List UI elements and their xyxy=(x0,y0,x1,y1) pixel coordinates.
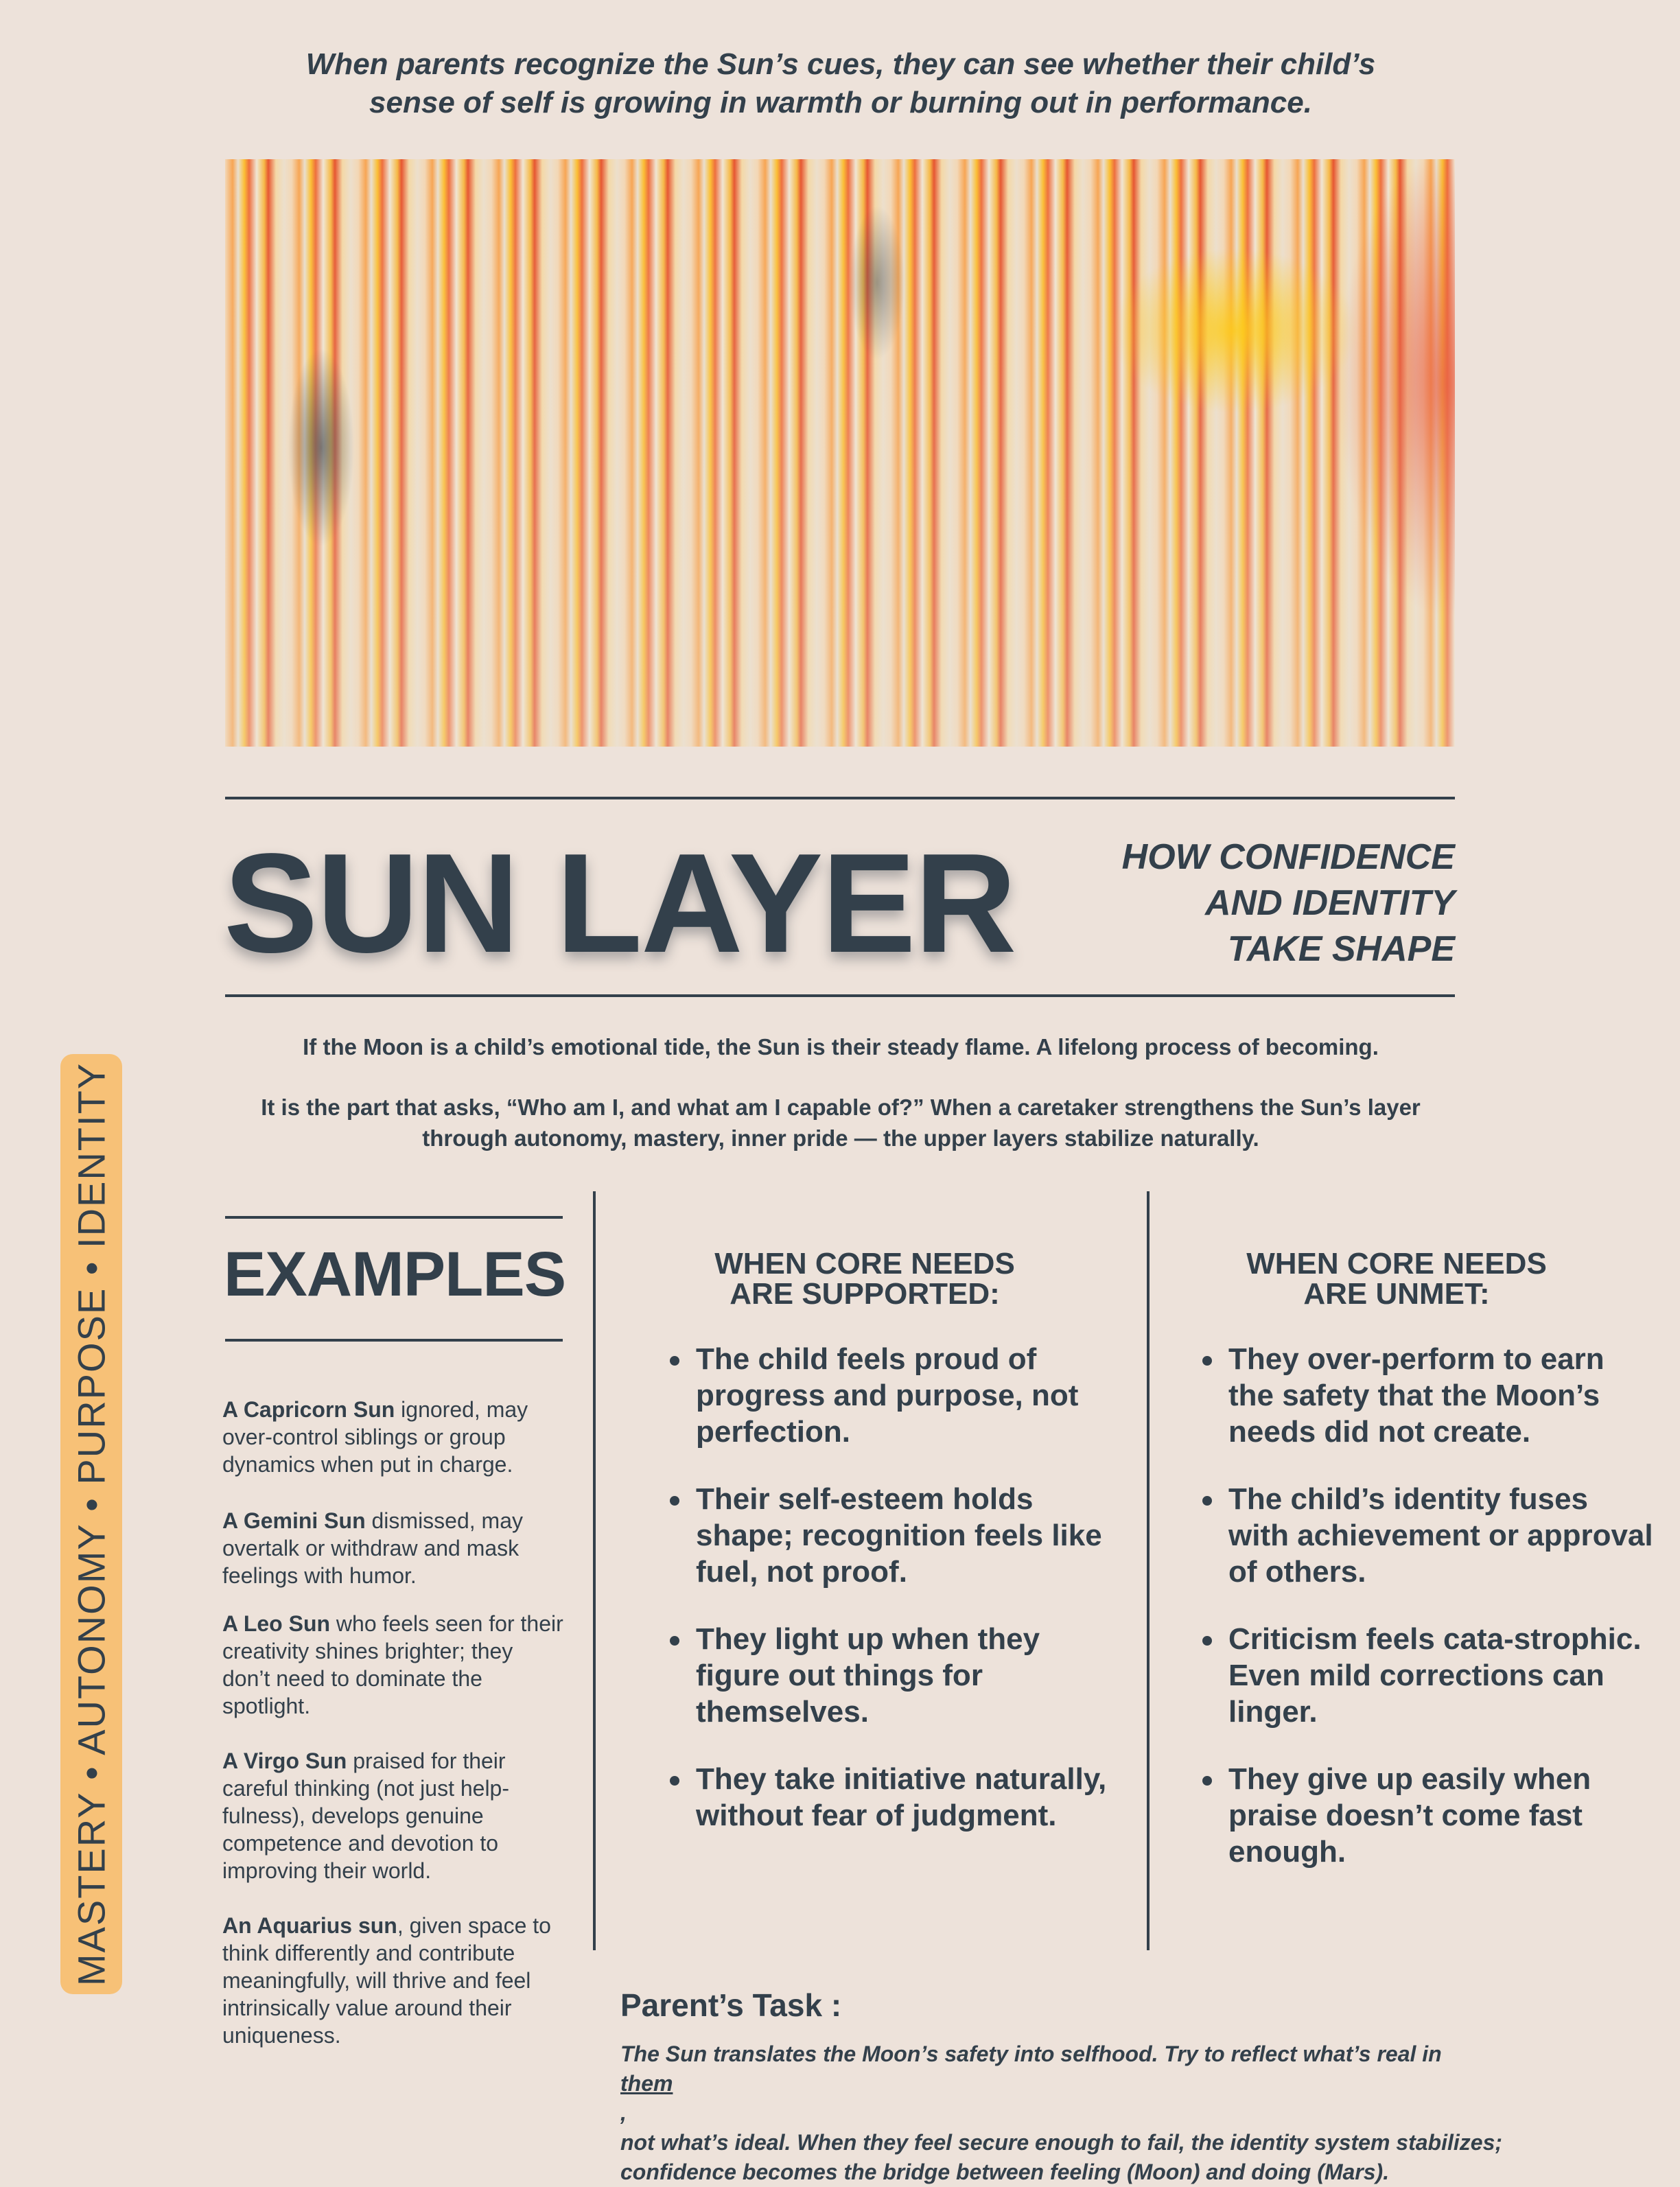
example-text: ignored, may over-control siblings or group dynamics when put in charge. xyxy=(222,1397,528,1477)
supported-item: Their self-esteem holds shape; recognition feels like fuel, not proof. xyxy=(670,1481,1109,1590)
unmet-item: The child’s identity fuses with achievement or approval of others. xyxy=(1202,1481,1655,1590)
example-text: who feels seen for their creativity shines brighter; they don’t need to dominate the spotlight. xyxy=(222,1611,563,1718)
side-label-text: MASTERY • AUTONOMY • PURPOSE • IDENTITY xyxy=(69,1062,113,1987)
unmet-item: They give up easily when praise doesn’t come fast enough. xyxy=(1202,1761,1655,1870)
intro-paragraph-1: If the Moon is a child’s emotional tide, the Sun is their steady flame. A lifelong process of becoming. xyxy=(303,1034,1379,1060)
intro-paragraph-2-line-1: It is the part that asks, “Who am I, and what am I capable of?” When a caretaker strengthens the Sun’s layer xyxy=(261,1095,1421,1120)
hero-abstract-painting xyxy=(225,159,1455,747)
emphasis-them: them xyxy=(620,2071,673,2096)
column-divider-right xyxy=(1147,1191,1150,1950)
unmet-heading-line-1: WHEN CORE NEEDS xyxy=(1246,1247,1547,1280)
supported-heading-line-1: WHEN CORE NEEDS xyxy=(714,1247,1015,1280)
examples-heading: EXAMPLES xyxy=(224,1239,566,1309)
example-sign: A Gemini Sun xyxy=(222,1508,366,1533)
examples-bottom-rule xyxy=(225,1339,563,1342)
supported-heading-line-2: ARE SUPPORTED: xyxy=(730,1277,1000,1311)
parents-task-heading: Parent’s Task : xyxy=(620,1987,842,2023)
example-text: dismissed, may overtalk or withdraw and mask feelings with humor. xyxy=(222,1508,523,1588)
title-top-rule xyxy=(225,797,1455,799)
tagline-line-1: When parents recognize the Sun’s cues, they can see whether their child’s xyxy=(305,47,1376,81)
subtitle-line-1: HOW CONFIDENCE xyxy=(1121,837,1455,877)
subtitle-line-2: AND IDENTITY xyxy=(1205,883,1455,923)
example-text: praised for their careful thinking (not just help-fulness), develops genuine competence and devotion to improving their world. xyxy=(222,1749,509,1883)
example-item xyxy=(222,1396,565,1478)
parents-task-line-1: The Sun translates the Moon’s safety into selfhood. Try to reflect what’s real in them , xyxy=(620,2042,1442,2125)
example-sign: A Capricorn Sun xyxy=(222,1397,395,1422)
intro-paragraph-2-line-2: through autonomy, mastery, inner pride — the upper layers stabilize naturally. xyxy=(422,1125,1259,1151)
intro-paragraph-2 xyxy=(226,1092,1455,1154)
supported-item: They take initiative naturally, without fear of judgment. xyxy=(670,1761,1109,1834)
page-subtitle xyxy=(988,834,1455,972)
parents-task-line-2: not what’s ideal. When they feel secure enough to fail, the identity system stabilizes; xyxy=(620,2130,1503,2155)
title-bottom-rule xyxy=(225,994,1455,997)
example-item xyxy=(222,1610,565,1720)
subtitle-line-3: TAKE SHAPE xyxy=(1227,929,1455,969)
unmet-item: Criticism feels cata-strophic. Even mild corrections can linger. xyxy=(1202,1621,1655,1730)
tagline xyxy=(192,45,1489,122)
examples-top-rule xyxy=(225,1216,563,1219)
example-text: , given space to think differently and contribute meaningfully, will thrive and feel intrinsically value around their uniqueness. xyxy=(222,1913,551,2048)
example-item xyxy=(222,1507,565,1589)
example-item xyxy=(222,1747,565,1884)
supported-item: The child feels proud of progress and purpose, not perfection. xyxy=(670,1341,1109,1450)
example-sign: A Virgo Sun xyxy=(222,1749,347,1773)
example-sign: A Leo Sun xyxy=(222,1611,331,1636)
side-label-tab xyxy=(60,1054,122,1994)
supported-heading xyxy=(618,1249,1112,1309)
unmet-heading-line-2: ARE UNMET: xyxy=(1303,1277,1490,1311)
parents-task-line-3: confidence becomes the bridge between feeling (Moon) and doing (Mars). xyxy=(620,2160,1390,2184)
column-divider-left xyxy=(593,1191,596,1950)
supported-list xyxy=(670,1341,1109,1864)
supported-item: They light up when they figure out things for themselves. xyxy=(670,1621,1109,1730)
parents-task-text xyxy=(620,2039,1636,2187)
example-sign: An Aquarius sun xyxy=(222,1913,397,1938)
tagline-line-2: sense of self is growing in warmth or burning out in performance. xyxy=(369,86,1312,119)
unmet-list xyxy=(1202,1341,1655,1901)
page-title: SUN LAYER xyxy=(224,824,1016,982)
example-item xyxy=(222,1912,565,2049)
unmet-heading xyxy=(1167,1249,1626,1309)
unmet-item: They over-perform to earn the safety that the Moon’s needs did not create. xyxy=(1202,1341,1655,1450)
